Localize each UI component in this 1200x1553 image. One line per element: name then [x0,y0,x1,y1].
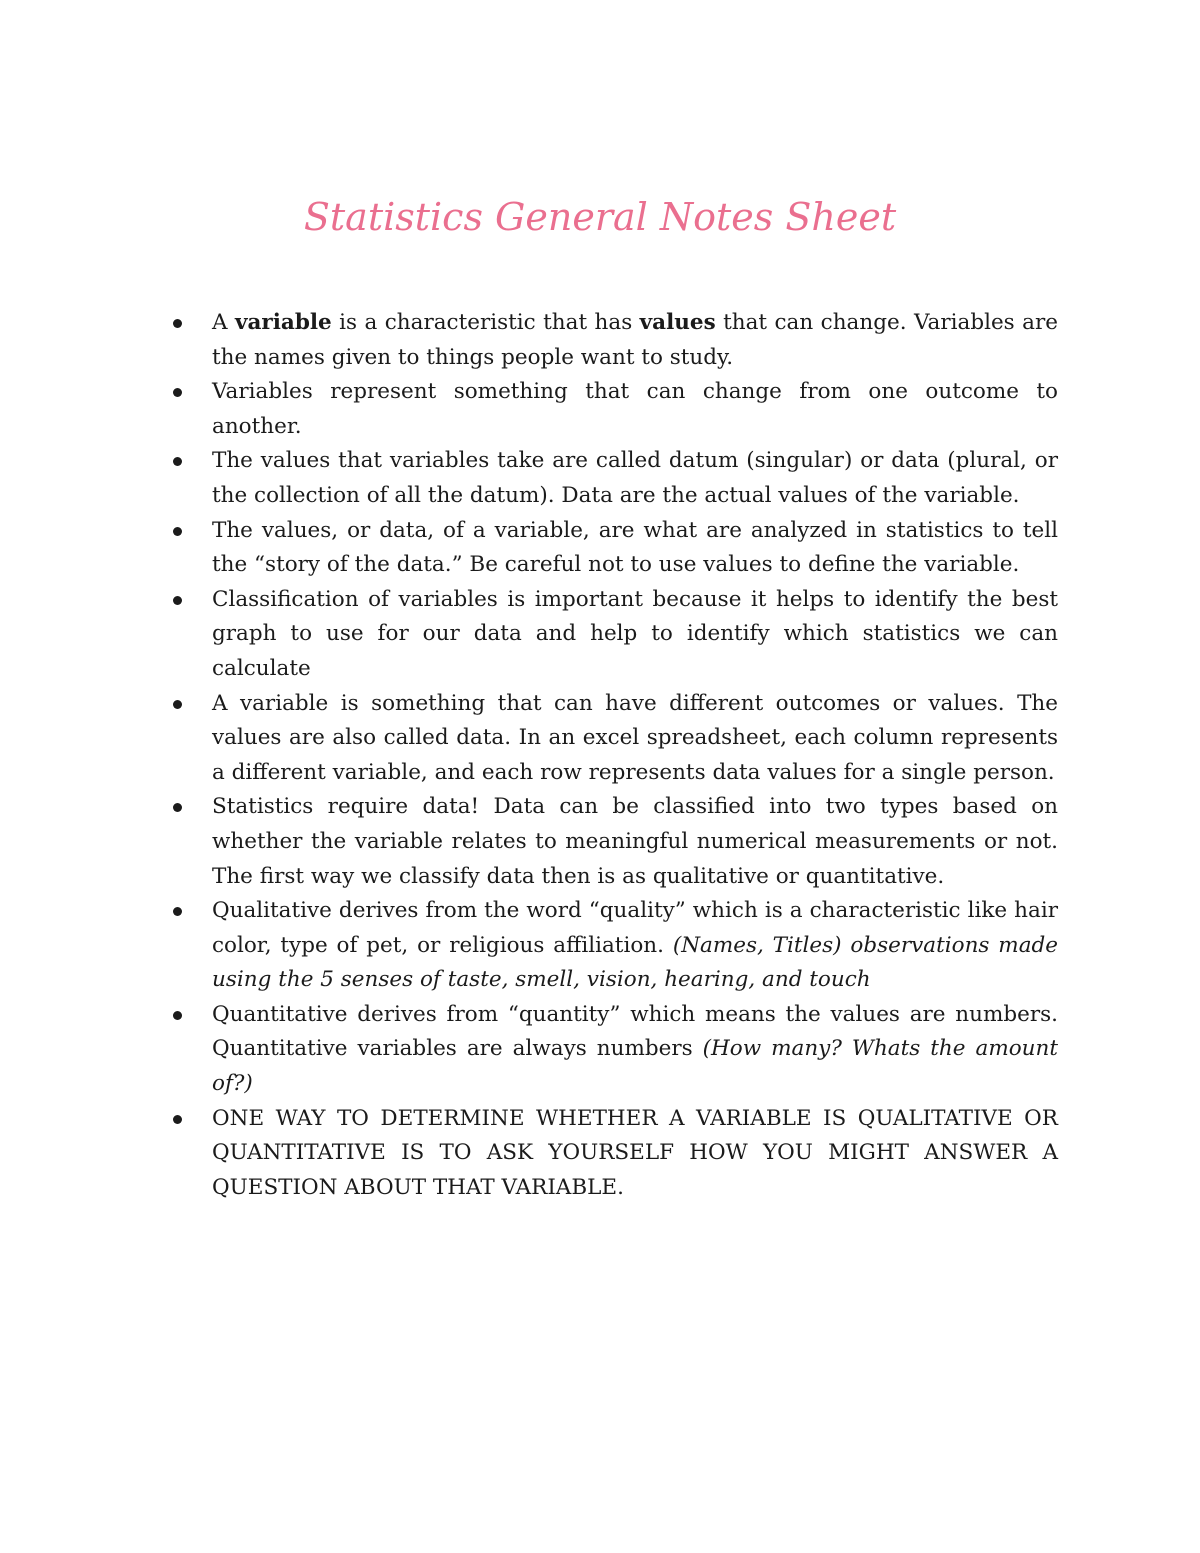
bullet-icon [173,596,182,605]
note-text: Classification of variables is important because it helps to identify the best graph to use for our data and help to identify which statistics we can calculate [212,586,1058,681]
bullet-icon [173,700,182,709]
page-title: Statistics General Notes Sheet [303,195,897,239]
note-item-5 [168,583,1058,687]
note-text: The values, or data, of a variable, are what are analyzed in statistics to tell the “story of the data.” Be careful not to use values to define the variable. [212,517,1058,578]
note-bold-term: variable [234,310,332,335]
note-text: Variables represent something that can change from one outcome to another. [212,379,1058,439]
note-item-9 [168,998,1058,1102]
note-text: Qualitative derives from the word “quality” which is a characteristic like hair color, type of pet, or religious affiliation. [212,898,1058,958]
note-item-3 [168,444,1058,513]
note-italic-text: (How many? Whats the amount of?) [212,1036,1058,1097]
bullet-icon [173,1011,182,1020]
note-text: that can change. Variables are the names given to things people want to study. [212,310,1058,370]
note-text: A variable is something that can have different outcomes or values. The values are also called data. In an excel spreadsheet, each column represents a different variable, and each row represents data values for a single person. [212,690,1058,785]
note-text: A [212,310,235,335]
bullet-icon [173,457,182,466]
note-italic-text: (Names, Titles) observations made using the 5 senses of taste, smell, vision, hearing, and touch [212,932,1058,993]
note-item-4 [168,514,1058,583]
note-item-2 [168,375,1058,444]
note-text: Quantitative derives from “quantity” which means the values are numbers. Quantitative variables are always numbers [212,1001,1058,1062]
note-bold-term: values [639,310,716,335]
note-item-6 [168,687,1058,791]
note-item-1 [168,306,1058,375]
bullet-icon [173,1115,182,1124]
note-text: Statistics require data! Data can be classified into two types based on whether the variable relates to meaningful numerical measurements or not. The first way we classify data then is as qualitative or quantitative. [212,794,1058,889]
bullet-icon [173,319,182,328]
note-text: The values that variables take are called datum (singular) or data (plural, or the collection of all the datum). Data are the actual values of the variable. [212,448,1058,508]
note-item-7 [168,790,1058,894]
bullet-icon [173,803,182,812]
bullet-icon [173,388,182,397]
note-item-8 [168,894,1058,998]
bullet-icon [173,907,182,916]
note-text: ONE WAY TO DETERMINE WHETHER A VARIABLE IS QUALITATIVE OR QUANTITATIVE IS TO ASK YOURSELF HOW YOU MIGHT ANSWER A QUESTION ABOUT THAT VARIABLE. [212,1105,1058,1200]
note-item-10 [168,1102,1058,1206]
bullet-icon [173,527,182,536]
note-text: is a characteristic that has [331,310,640,335]
notes-list [168,306,1058,1205]
